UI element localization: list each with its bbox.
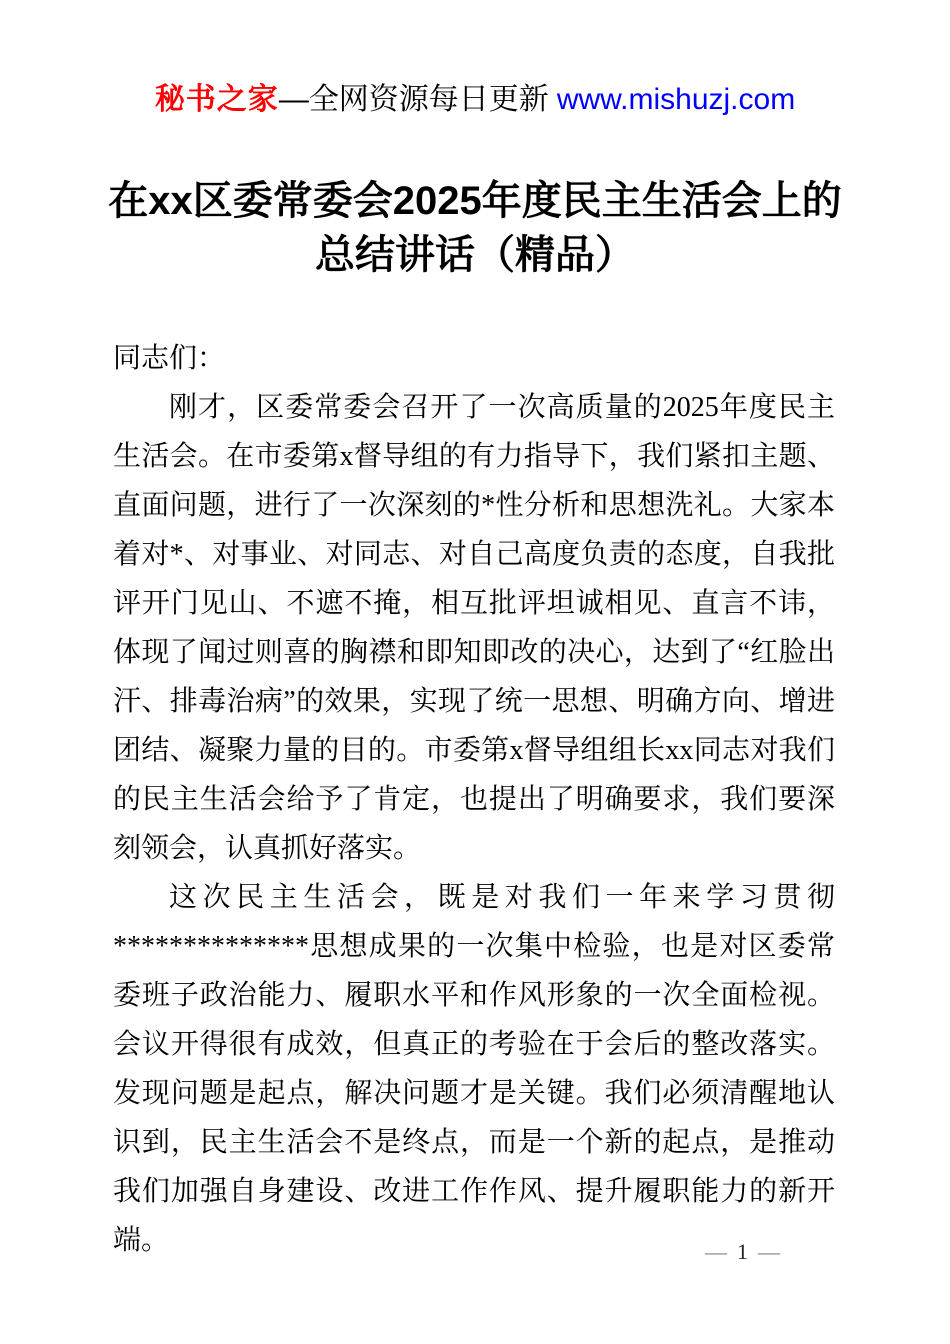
brand-text: 秘书之家: [154, 83, 279, 116]
page-title-line1: 在xx区委常委会2025年度民主生活会上的: [108, 179, 842, 223]
page-number: [695, 1240, 790, 1264]
header-tagline: —全网资源每日更新: [278, 83, 549, 116]
body-paragraph-1: 刚才，区委常委会召开了一次高质量的2025年度民主生活会。在市委第x督导组的有力指导下，我们紧扣主题、直面问题，进行了一次深刻的*性分析和思想洗礼。大家本着对*、对事业、对同志、对自己高度负责的态度，自我批评开门见山、不遮不掩，相互批评坦诚相见、直言不讳，体现了闻过则喜的胸襟和即知即改的决心，达到了“红脸出汗、排毒治病”的效果，实现了统一思想、明确方向、增进团结、凝聚力量的目的。市委第x督导组组长xx同志对我们的民主生活会给予了肯定，也提出了明确要求，我们要深刻领会，认真抓好落实。: [113, 392, 835, 864]
salutation: 同志们：: [113, 343, 226, 374]
page-number-value: 1: [737, 1239, 748, 1264]
site-header: [0, 0, 950, 118]
page-title: [0, 174, 950, 282]
body-paragraph-2: 这次民主生活会，既是对我们一年来学习贯彻**************思想成果的一次集中检验，也是对区委常委班子政治能力、履职水平和作风形象的一次全面检视。会议开得很有成效，但真正的考验在于会后的整改落实。发现问题是起点，解决问题才是关键。我们必须清醒地认识到，民主生活会不是终点，而是一个新的起点，是推动我们加强自身建设、改进工作作风、提升履职能力的新开端。: [113, 882, 835, 1256]
site-url-link[interactable]: www.mishuzj.com: [556, 83, 796, 116]
document-body: [113, 334, 835, 1265]
page-title-line2: 总结讲话（精品）: [315, 233, 635, 277]
page-number-dash-right: —: [758, 1239, 780, 1264]
page-number-dash-left: —: [705, 1239, 727, 1264]
